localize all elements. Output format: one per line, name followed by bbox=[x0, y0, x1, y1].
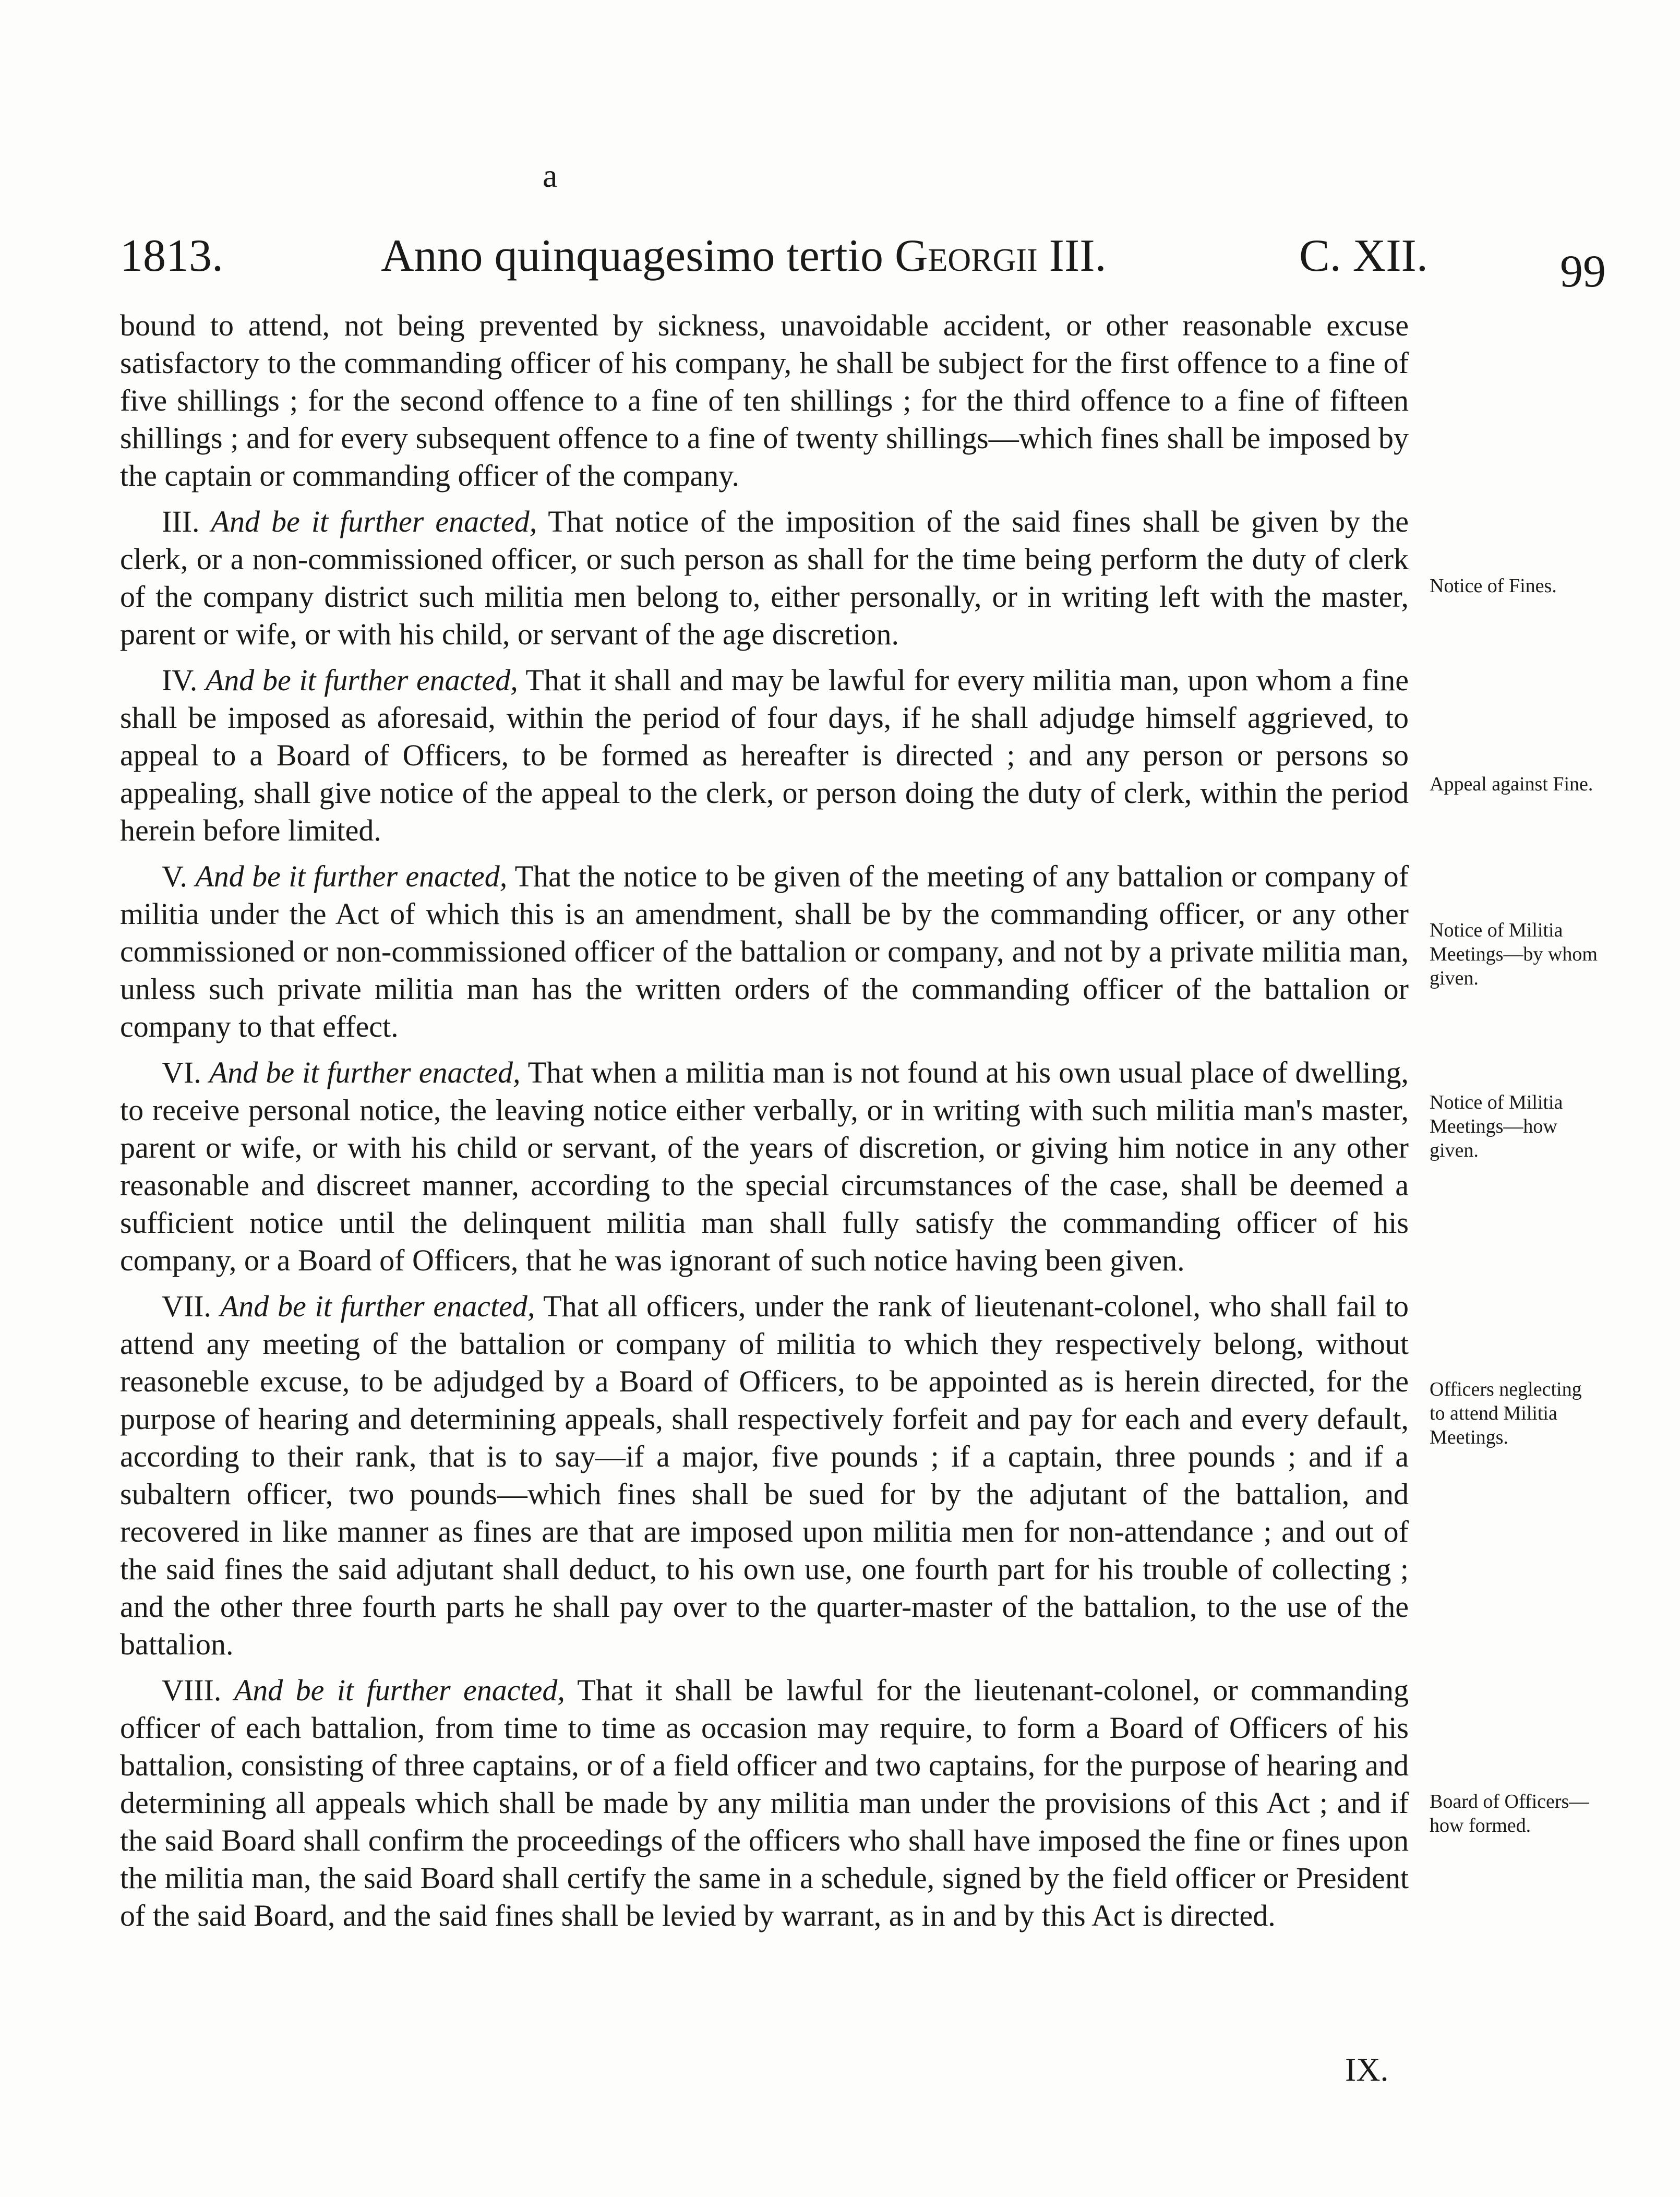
section-8 bbox=[120, 1672, 1409, 1935]
section-number: III. bbox=[162, 505, 200, 538]
section-number: V. bbox=[162, 859, 187, 893]
section-text: That it shall and may be lawful for every militia man, upon whom a fine shall be imposed as aforesaid, within the period of four days, if he shall adjudge himself aggrieved, to appeal to a Board of Officers, to be formed as hereafter is directed ; and any person or persons so appealing, shall give notice of the appeal to the clerk, or person doing the duty of clerk, within the period herein before limited. bbox=[120, 663, 1409, 847]
page-number: 99 bbox=[1560, 246, 1606, 297]
section-text: That the notice to be given of the meeting of any battalion or company of militia under the Act of which this is an amendment, shall be by the commanding officer, or any other commissioned or non-commissioned officer of the battalion or company, and not by a private militia man, unless such private militia man has the written orders of the commanding officer of the battalion or company to that effect. bbox=[120, 859, 1409, 1043]
enacting-clause: And be it further enacted, bbox=[211, 505, 537, 538]
catchword: IX. bbox=[1345, 2051, 1389, 2088]
header-title-prefix: Anno quinquagesimo tertio bbox=[381, 231, 895, 281]
header-title-suffix: III. bbox=[1037, 231, 1107, 281]
marginal-note-notice-of-fines: Notice of Fines. bbox=[1430, 575, 1557, 597]
header-title-king: Georgii bbox=[894, 231, 1038, 281]
section-3 bbox=[120, 503, 1409, 653]
header-year: 1813. bbox=[120, 231, 223, 281]
section-text: That it shall be lawful for the lieutenant-colonel, or commanding officer of each battalion, from time to time as occasion may require, to form a Board of Officers of his battalion, consisting of three captains, or of a field officer and two captains, for the purpose of hearing and determining all appeals which shall be made by any militia man under the provisions of this Act ; and if the said Board shall confirm the proceedings of the officers who shall have imposed the fine or fines upon the militia man, the said Board shall certify the same in a schedule, signed by the field officer or President of the said Board, and the said fines shall be levied by warrant, as in and by this Act is directed. bbox=[120, 1673, 1409, 1932]
marginal-note-officers-neglecting: Officers neglecting to attend Militia Meetings. bbox=[1430, 1378, 1582, 1448]
header-title bbox=[381, 230, 1107, 282]
section-5 bbox=[120, 858, 1409, 1046]
running-header bbox=[120, 230, 1607, 297]
section-text: That all officers, under the rank of lieutenant-colonel, who shall fail to attend any meeting of the battalion or company of militia to which they respectively belong, without reasoneble excuse, to be adjudged by a Board of Officers, to be appointed as is herein directed, for the purpose of hearing and determining appeals, shall respectively forfeit and pay for each and every default, according to their rank, that is to say—if a major, five pounds ; if a captain, three pounds ; and if a subaltern officer, two pounds—which fines shall be sued for by the adjutant of the battalion, and recovered in like manner as fines are that are imposed upon militia men for non-attendance ; and out of the said fines the said adjutant shall deduct, to his own use, one fourth part for his trouble of collecting ; and the other three fourth parts he shall pay over to the quarter-master of the battalion, to the use of the battalion. bbox=[120, 1289, 1409, 1661]
section-text: That notice of the imposition of the said fines shall be given by the clerk, or a non-commissioned officer, or such person as shall for the time being perform the duty of clerk of the company district such militia men belong to, either personally, or in writing left with the master, parent or wife, or with his child, or servant of the age discretion. bbox=[120, 505, 1409, 651]
enacting-clause: And be it further enacted, bbox=[205, 663, 518, 697]
page-mark: a bbox=[543, 157, 558, 194]
continuation-paragraph: bound to attend, not being prevented by sickness, unavoidable accident, or other reasonable excuse satisfactory to the commanding officer of his company, he shall be subject for the first offence to a fine of five shillings ; for the second offence to a fine of ten shillings ; for the third offence to a fine of fifteen shillings ; and for every subsequent offence to a fine of twenty shillings—which fines shall be imposed by the captain or commanding officer of the company. bbox=[120, 308, 1409, 493]
section-number: VII. bbox=[162, 1289, 212, 1323]
marginal-note-appeal-against-fine: Appeal against Fine. bbox=[1430, 773, 1593, 795]
section-6 bbox=[120, 1054, 1409, 1279]
section-number: VI. bbox=[162, 1055, 201, 1089]
enacting-clause: And be it further enacted, bbox=[234, 1673, 565, 1707]
section-number: IV. bbox=[162, 663, 198, 697]
section-4 bbox=[120, 662, 1409, 849]
section-7 bbox=[120, 1288, 1409, 1663]
marginal-note-militia-meetings-by-whom: Notice of Militia Meetings—by whom given. bbox=[1430, 919, 1598, 989]
section-text: That when a militia man is not found at his own usual place of dwelling, to receive personal notice, the leaving notice either verbally, or in writing with such militia man's master, parent or wife, or with his child or servant, of the years of discretion, or giving him notice in any other reasonable and discreet manner, according to the special circumstances of the case, shall be deemed a sufficient notice until the delinquent militia man shall fully satisfy the commanding officer of his company, or a Board of Officers, that he was ignorant of such notice having been given. bbox=[120, 1055, 1409, 1277]
section-number: VIII. bbox=[162, 1673, 222, 1707]
marginal-note-board-of-officers: Board of Officers—how formed. bbox=[1430, 1791, 1589, 1836]
enacting-clause: And be it further enacted, bbox=[220, 1289, 535, 1323]
enacting-clause: And be it further enacted, bbox=[209, 1055, 521, 1089]
marginal-note-militia-meetings-how: Notice of Militia Meetings—how given. bbox=[1430, 1091, 1563, 1161]
header-chapter: C. XII. bbox=[1299, 231, 1428, 281]
enacting-clause: And be it further enacted, bbox=[195, 859, 508, 893]
main-text bbox=[120, 307, 1409, 1935]
